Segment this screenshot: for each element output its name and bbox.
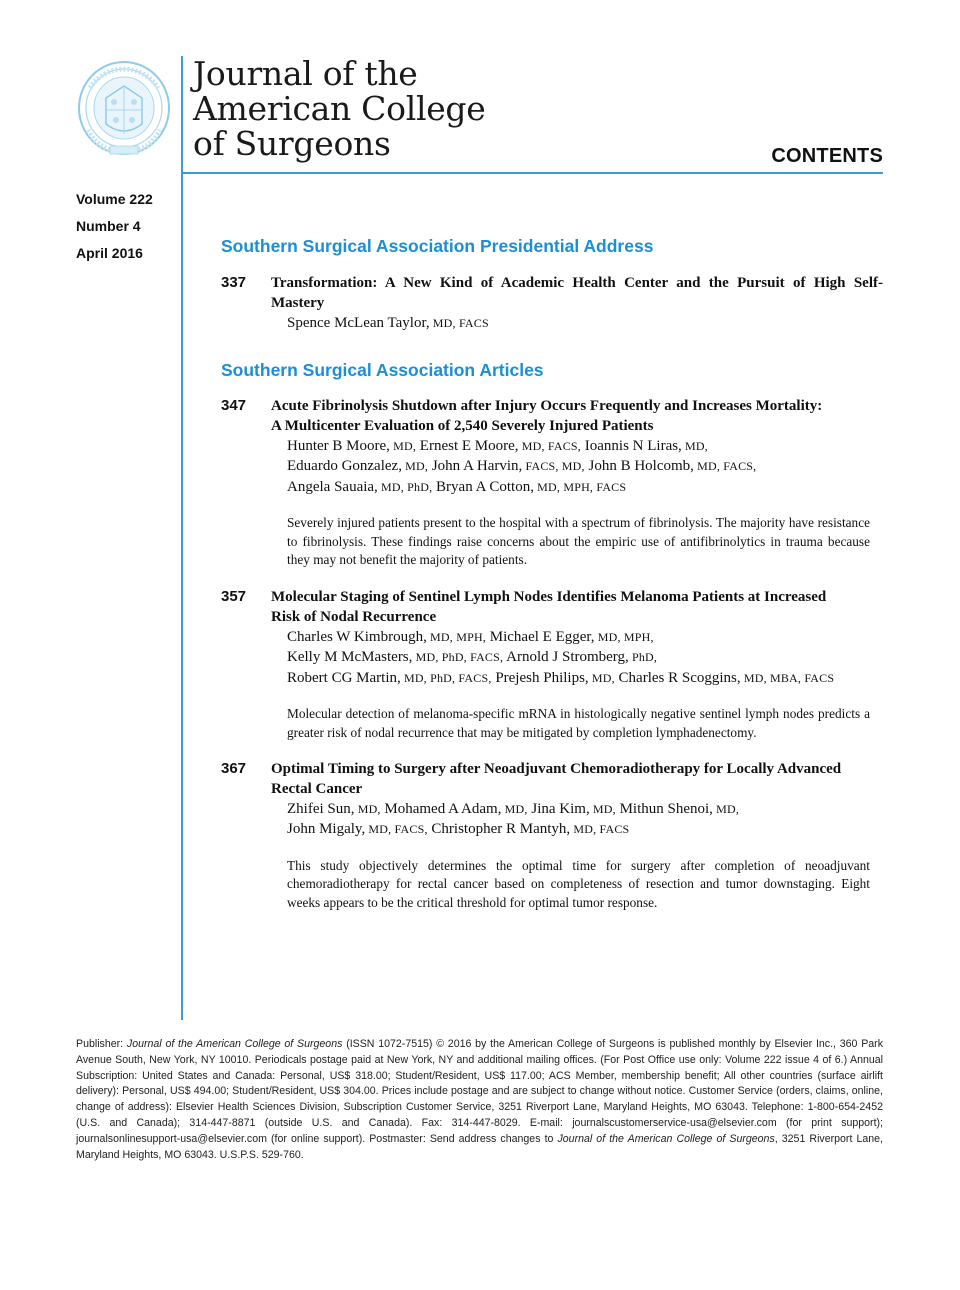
author-degrees: MD, — [681, 439, 708, 453]
author-degrees: MD, MPH, — [594, 630, 654, 644]
author-degrees: MD, FACS — [570, 822, 630, 837]
author-degrees: MD, — [712, 802, 740, 816]
author-line — [287, 456, 883, 476]
article-entry — [221, 759, 883, 913]
article-entry — [221, 587, 883, 742]
author-name: Hunter B Moore, — [287, 438, 390, 454]
article-page-number: 347 — [221, 397, 247, 414]
author-name: Robert CG Martin, — [287, 669, 401, 686]
author-degrees: FACS, MD, — [522, 459, 585, 474]
article-abstract: Severely injured patients present to the hospital with a spectrum of fibrinolysis. The majority have resistance to fibrinolysis. These findings raise concerns about the empiric use of antifibrinolytics in trauma because they may not benefit the majority of patients. — [287, 514, 870, 568]
author-name: Ioannis N Liras, — [581, 438, 682, 454]
author-degrees: MD, MPH, — [426, 630, 487, 644]
article-title-line: Molecular Staging of Sentinel Lymph Nodes Identifies Melanoma Patients at Increased — [271, 589, 827, 605]
issue-date: April 2016 — [76, 245, 143, 261]
article-entry — [221, 273, 883, 333]
article-abstract: This study objectively determines the optimal time for surgery after completion of neoadjuvant chemoradiotherapy for rectal cancer based on completeness of resection and tumor downstaging. Eight weeks appears to be the critical threshold for optimal tumor response. — [287, 857, 870, 910]
journal-title-line: Journal of the — [193, 54, 418, 93]
article-page-number: 357 — [221, 588, 247, 605]
author-name: Michael E Egger, — [486, 629, 595, 645]
author-degrees: MD, FACS, — [518, 439, 581, 453]
article-abstract: Molecular detection of melanoma-specific mRNA in histologically negative sentinel lymph nodes predicts a greater risk of nodal recurrence that may be mitigated by completion lymphadenectomy. — [287, 705, 870, 740]
article-title-line: Transformation: A New Kind of Academic Health Center and the Pursuit of High Self- — [271, 275, 883, 291]
author-name: Bryan A Cotton, — [432, 478, 534, 495]
author-name: Mohamed A Adam, — [380, 801, 502, 817]
author-degrees: MD, FACS, — [365, 822, 428, 837]
article-authors — [287, 313, 883, 333]
article-title[interactable] — [271, 273, 883, 313]
author-name: Kelly M McMasters, — [287, 649, 413, 666]
author-degrees: MD, — [354, 802, 381, 816]
journal-title — [193, 56, 486, 161]
publisher-info — [76, 1037, 883, 1163]
author-line — [287, 647, 883, 667]
article-authors — [287, 627, 883, 688]
author-degrees: MD, MBA, FACS — [740, 670, 835, 685]
issue-info — [76, 186, 153, 267]
author-degrees: MD, — [588, 670, 615, 685]
author-degrees: MD, — [589, 802, 616, 816]
article-title[interactable] — [271, 587, 883, 627]
publisher-journal-name: Journal of the American College of Surgeons — [126, 1038, 343, 1050]
author-name: Charles W Kimbrough, — [287, 629, 427, 645]
author-degrees: MD, — [401, 459, 429, 474]
author-name: Zhifei Sun, — [287, 801, 355, 817]
author-name: Prejesh Philips, — [491, 669, 589, 686]
author-name: Angela Sauaia, — [287, 478, 378, 495]
article-authors — [287, 436, 883, 497]
author-name: Charles R Scoggins, — [614, 669, 741, 686]
author-line — [287, 313, 883, 333]
publisher-text: , 3251 Riverport Lane, Maryland Heights, MO 63043. U.S.P.S. 529-760. — [76, 1132, 883, 1161]
author-line — [287, 627, 883, 647]
article-title-line: Optimal Timing to Surgery after Neoadjuvant Chemoradiotherapy for Locally Advanced — [271, 761, 842, 777]
author-name: Spence McLean Taylor, — [287, 315, 430, 331]
author-degrees: PhD, — [628, 650, 658, 665]
publisher-text: (ISSN 1072-7515) © 2016 by the American College of Surgeons is published monthly by Elsevier Inc., 360 Park Avenue South, New York, NY 10010. Periodicals postage paid at New York, NY and additional mailing offices. (For Post Office use only: Volume 222 issue 4 of 6.) Annual Subscription: United States and Canada: Personal, US$ 318.00; Student/Resident, US$ 117.00; ACS Member, membership benefit; All other countries (surface airlift delivery): Personal, US$ 494.00; Student/Resident, US$ 304.00. Prices include postage and are subject to change without notice. Customer Service (orders, claims, online, change of address): Elsevier Health Sciences Division, Subscription Customer Service, 3251 Riverport Lane, Maryland Heights, MO 63043. Telephone: 1-800-654-2452 (U.S. and Canada); 314-447-8871 (outside U.S. and Canada). Fax: 314-447-8029. E-mail: journalscustomerservice-usa@elsevier.com (for print support); journalsonlinesupport-usa@elsevier.com (for online support). Postmaster: Send address changes to — [76, 1038, 884, 1145]
author-line — [287, 819, 883, 839]
author-degrees: MD, — [501, 802, 528, 816]
issue-volume: Volume 222 — [76, 191, 153, 207]
author-name: John Migaly, — [287, 821, 366, 838]
article-page-number: 367 — [221, 760, 247, 777]
author-name: Christopher R Mantyh, — [427, 821, 571, 838]
article-title-line: A Multicenter Evaluation of 2,540 Severely Injured Patients — [271, 418, 654, 434]
acs-seal-icon — [76, 58, 172, 162]
author-degrees: MD, FACS — [429, 316, 489, 330]
author-degrees: MD, FACS, — [693, 459, 757, 474]
author-degrees: MD, — [389, 439, 417, 453]
contents-label: CONTENTS — [771, 145, 883, 167]
article-title[interactable] — [271, 759, 883, 799]
journal-title-line: American College — [193, 89, 486, 128]
article-title-line: Rectal Cancer — [271, 781, 363, 797]
author-name: Eduardo Gonzalez, — [287, 458, 402, 475]
article-title-line: Risk of Nodal Recurrence — [271, 609, 437, 625]
author-degrees: MD, PhD, — [377, 479, 433, 494]
article-title-line: Acute Fibrinolysis Shutdown after Injury Occurs Frequently and Increases Mortality: — [271, 398, 823, 414]
article-page-number: 337 — [221, 274, 247, 291]
publisher-label: Publisher: — [76, 1038, 124, 1050]
author-line — [287, 436, 883, 456]
author-name: John A Harvin, — [428, 458, 523, 475]
journal-title-line: of Surgeons — [193, 124, 391, 163]
vertical-divider — [181, 56, 183, 1020]
author-degrees: MD, PhD, FACS, — [400, 670, 492, 685]
author-name: Mithun Shenoi, — [615, 801, 713, 817]
author-name: Jina Kim, — [527, 801, 590, 817]
author-line — [287, 477, 883, 497]
author-name: Arnold J Stromberg, — [503, 649, 629, 666]
article-title[interactable] — [271, 396, 883, 436]
author-line — [287, 668, 883, 688]
author-name: Ernest E Moore, — [416, 438, 519, 454]
section-heading: Southern Surgical Association Presidential Address — [221, 236, 654, 256]
author-degrees: MD, PhD, FACS, — [412, 650, 504, 665]
issue-number: Number 4 — [76, 218, 141, 234]
author-degrees: MD, MPH, FACS — [533, 479, 627, 494]
author-line — [287, 799, 883, 819]
publisher-journal-name: Journal of the American College of Surgeons — [557, 1132, 775, 1145]
article-authors — [287, 799, 883, 840]
author-name: John B Holcomb, — [584, 458, 694, 475]
article-entry — [221, 396, 883, 570]
article-title-line: Mastery — [271, 295, 325, 311]
section-heading: Southern Surgical Association Articles — [221, 360, 544, 380]
header-divider — [181, 172, 883, 174]
